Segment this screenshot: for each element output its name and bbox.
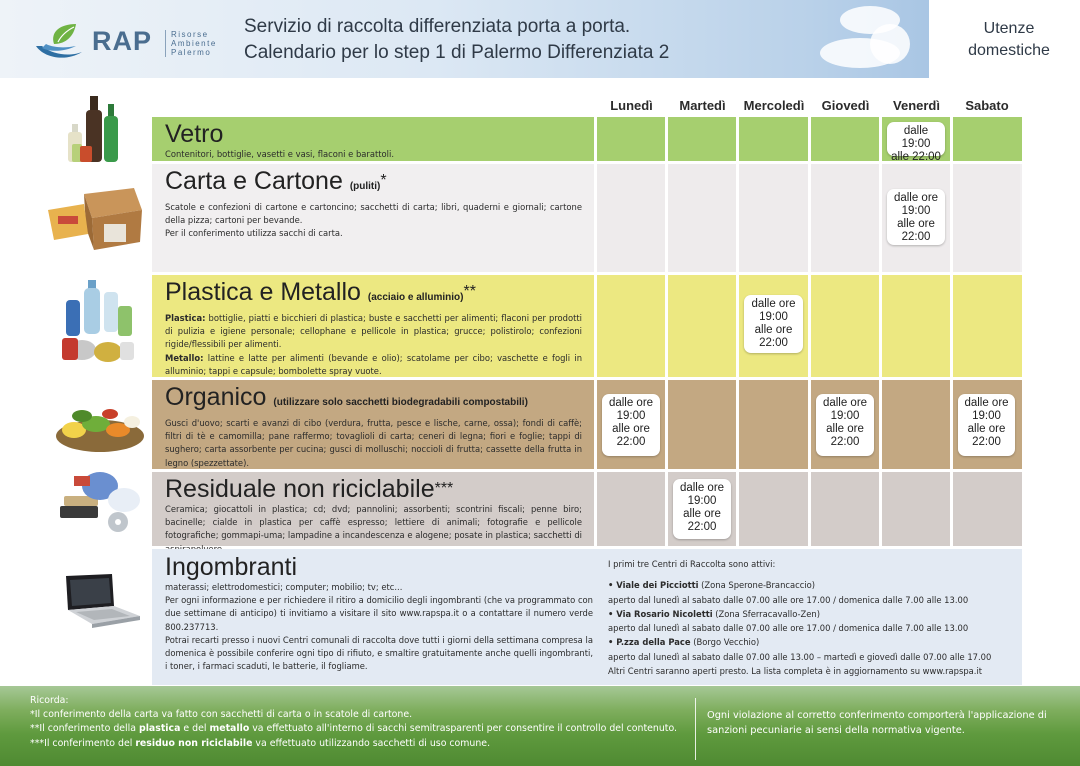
day-cell-sabato xyxy=(953,164,1020,272)
rap-logo xyxy=(32,20,222,66)
cell-separator xyxy=(879,380,882,469)
centers-intro: I primi tre Centri di Raccolta sono attivi: xyxy=(608,559,776,569)
cloud-shape xyxy=(870,24,910,64)
collection-time-badge xyxy=(887,189,945,245)
day-cell-gioved xyxy=(811,275,879,377)
day-cell-luned xyxy=(597,275,665,377)
row-description: Ceramica; giocattoli in plastica; cd; dvd; pannolini; assorbenti; scontrini fiscali; penne biro; bacinelle; cialde in plastica per caffè espresso; lettiere di animali; fotografie e pellicole fotografiche; gommapi-uma; lampadine a incandescenza e alogene; posate in plastica; sacchetti di xyxy=(165,504,582,541)
row-label xyxy=(152,472,592,546)
page-title xyxy=(244,14,669,66)
day-header-lunedi: Lunedì xyxy=(610,98,653,113)
cell-separator xyxy=(665,117,668,161)
title-line: Calendario per lo step 1 di Palermo Differenziata 2 xyxy=(244,42,670,63)
waste-row-residuale xyxy=(152,472,1022,546)
note-bold: metallo xyxy=(209,723,250,735)
time-line: dalle ore xyxy=(822,397,868,409)
time-line: dalle ore xyxy=(964,397,1009,409)
row-label xyxy=(152,164,592,272)
audience-line: domestiche xyxy=(968,42,1050,59)
cell-separator xyxy=(594,275,597,377)
cell-separator xyxy=(879,275,882,377)
row-description: Gusci d'uovo; scarti e avanzi di cibo (verdura, frutta, pesce e lische, carne, ossa); fondi di caffè; filtri di tè e camomilla; pane raffermo; tovaglioli di carta; ceneri di legna; fiori e foglie; tappi di sughero; carta assorbente per cucina; gusci di molluschi; noccioli di frutta; cassette della frutta in legno (spezzettate). xyxy=(165,418,582,468)
bulky-title: Ingombranti xyxy=(165,553,298,581)
cell-separator xyxy=(808,472,811,546)
row-title xyxy=(165,167,582,201)
day-header-mercoledi: Mercoledì xyxy=(743,98,805,113)
day-cell-marted xyxy=(668,117,736,161)
time-line: alle ore xyxy=(967,423,1006,435)
time-line: alle ore xyxy=(612,423,650,435)
cell-separator xyxy=(665,164,668,272)
audience-label xyxy=(954,18,1064,62)
desc-text: bottiglie, piatti e bicchieri di plastica; buste e sacchetti per alimenti; flaconi per prodotti di pulizia e igiene personale; cellophane e pellicole in plastica; grucce; polistirolo; confezioni rigide/flessibili per alimenti. xyxy=(165,313,582,350)
day-header-martedi: Martedì xyxy=(679,98,726,113)
cell-separator xyxy=(950,164,953,272)
note-text: **Il conferimento della xyxy=(30,723,139,735)
logo-sub-line: Ambiente xyxy=(171,39,217,48)
logo-sub-line: Risorse xyxy=(171,30,209,39)
logo-subtitle xyxy=(165,30,217,57)
day-cell-marted xyxy=(668,472,736,546)
time-line: dalle 19:00 xyxy=(901,125,931,150)
collection-time-badge xyxy=(887,122,945,163)
day-cell-gioved xyxy=(811,164,879,272)
row-description xyxy=(165,352,582,378)
time-line: alle ore xyxy=(897,218,935,230)
collection-time-badge xyxy=(673,479,731,539)
cell-separator xyxy=(736,117,739,161)
center-hours: aperto dal lunedì al sabato dalle 07.00 alle 13.00 – martedì e giovedì dalle 07.00 alle 17.00 xyxy=(608,651,992,662)
day-header-giovedi: Giovedì xyxy=(821,98,870,113)
cell-separator xyxy=(808,117,811,161)
center-item xyxy=(608,635,1016,649)
footer-divider xyxy=(695,698,696,760)
row-subtitle: (acciaio e alluminio) xyxy=(367,292,464,303)
day-cell-sabato xyxy=(953,380,1020,469)
residual-waste-icon xyxy=(54,466,146,536)
row-title-text: Organico xyxy=(165,383,267,411)
footer-heading: Ricorda: xyxy=(30,695,69,706)
bulky-paragraph: Per ogni informazione e per richiedere il ritiro a domicilio degli ingombranti (che va programmato con due settimane di anticipo) ti invitiamo a visitare il sito www.rapspa.it o a contattare il numero verde 800.237713. xyxy=(165,595,593,632)
day-cell-venerd xyxy=(882,275,950,377)
row-title xyxy=(165,120,582,148)
row-title-text: Residuale non riciclabile xyxy=(165,475,435,503)
row-subtitle: (utilizzare solo sacchetti biodegradabili compostabili) xyxy=(273,397,528,408)
cell-separator xyxy=(950,117,953,161)
center-name: • Via Rosario Nicoletti xyxy=(608,608,713,619)
row-label xyxy=(152,117,592,161)
row-label xyxy=(152,380,592,469)
bulky-waste-section xyxy=(152,549,1022,685)
cell-separator xyxy=(808,275,811,377)
time-line: 19:00 xyxy=(687,495,717,507)
waste-row-plastica xyxy=(152,275,1022,377)
cell-separator xyxy=(879,117,882,161)
page-header xyxy=(0,0,1080,78)
day-cell-venerd xyxy=(882,472,950,546)
day-cell-luned xyxy=(597,164,665,272)
day-header-sabato: Sabato xyxy=(965,98,1009,113)
cardboard-boxes-icon xyxy=(44,180,144,252)
row-description xyxy=(165,312,582,352)
center-item xyxy=(608,578,1016,592)
time-line: alle ore xyxy=(683,508,721,520)
note-text: va effettuato all'interno di sacchi semitrasparenti per consentire il controllo del contenuto. xyxy=(249,723,678,735)
cell-separator xyxy=(950,275,953,377)
row-title-text: Carta e Cartone xyxy=(165,167,343,195)
bulky-info xyxy=(165,553,593,673)
center-hours: aperto dal lunedì al sabato dalle 07.00 alle ore 17.00 / domenica dalle 7.00 alle 13.00 xyxy=(608,594,969,605)
center-zone: (Zona Sferracavallo-Zen) xyxy=(712,608,821,619)
cell-separator xyxy=(950,472,953,546)
note-text: e del xyxy=(180,723,210,735)
center-hours: aperto dal lunedì al sabato dalle 07.00 alle ore 17.00 / domenica dalle 7.00 alle 13.00 xyxy=(608,623,969,634)
cell-separator xyxy=(594,117,597,161)
plastic-bottles-icon xyxy=(58,276,138,370)
title-line: Servizio di raccolta differenziata porta a porta. xyxy=(244,16,631,37)
footer-notes xyxy=(30,694,680,751)
row-label xyxy=(152,275,592,377)
footer-note: *Il conferimento della carta va fatto con sacchetti di carta o in scatole di cartone. xyxy=(30,709,413,721)
row-subtitle: (puliti) xyxy=(349,181,381,192)
waste-row-carta xyxy=(152,164,1022,272)
day-cell-gioved xyxy=(811,117,879,161)
center-name: • Viale dei Picciotti xyxy=(608,580,699,591)
cell-separator xyxy=(665,275,668,377)
day-cell-venerd xyxy=(882,380,950,469)
time-line: dalle ore xyxy=(679,482,725,494)
center-item xyxy=(608,607,1016,621)
logo-sub-line: Palermo xyxy=(171,48,212,57)
day-cell-mercoled xyxy=(739,380,808,469)
organic-waste-icon xyxy=(52,392,148,456)
time-line: dalle ore xyxy=(751,298,796,310)
time-line: 22:00 xyxy=(972,436,1001,448)
note-bold: residuo non riciclabile xyxy=(135,737,253,749)
cell-separator xyxy=(594,380,597,469)
row-description: Scatole e confezioni di cartone e cartoncino; sacchetti di carta; libri, quaderni e giornali; cartone della pizza; cartoni per bevande. xyxy=(165,202,582,226)
bulky-paragraph: Potrai recarti presso i nuovi Centri comunali di raccolta dove tutti i giorni della settimana compresa la domenica è possibile conferire ogni tipo di rifiuto, e smaltire gratuitamente anche quelli ingombranti, i toner, i farmaci scaduti, le batterie, il fogliame. xyxy=(165,634,593,672)
cell-separator xyxy=(594,472,597,546)
leaf-hands-logo-icon xyxy=(32,22,90,62)
cell-separator xyxy=(736,380,739,469)
day-cell-mercoled xyxy=(739,275,808,377)
collection-time-badge xyxy=(816,394,874,456)
time-line: dalle ore xyxy=(608,397,654,409)
day-cell-sabato xyxy=(953,275,1020,377)
day-header-venerdi: Venerdì xyxy=(893,98,940,113)
day-cell-luned xyxy=(597,472,665,546)
row-title xyxy=(165,383,582,417)
day-cell-marted xyxy=(668,275,736,377)
time-line: 22:00 xyxy=(830,436,860,448)
cell-separator xyxy=(879,472,882,546)
row-footnote-marker: * xyxy=(380,172,387,189)
footer-warning: Ogni violazione al corretto conferimento comporterà l'applicazione di sanzioni pecuniarie ai sensi della normativa vigente. xyxy=(707,710,1047,736)
day-cell-luned xyxy=(597,380,665,469)
day-cell-sabato xyxy=(953,472,1020,546)
audience-line: Utenze xyxy=(983,20,1035,37)
time-line: 22:00 xyxy=(901,231,931,243)
time-line: 22:00 xyxy=(759,337,788,349)
collection-time-badge xyxy=(958,394,1015,456)
cell-separator xyxy=(950,380,953,469)
day-cell-venerd xyxy=(882,117,950,161)
time-line: 19:00 xyxy=(759,311,788,323)
collection-time-badge xyxy=(602,394,660,456)
day-cell-marted xyxy=(668,380,736,469)
cell-separator xyxy=(879,164,882,272)
row-title xyxy=(165,278,582,312)
waste-row-organico xyxy=(152,380,1022,469)
row-footnote-marker: ** xyxy=(463,283,476,300)
note-bold: plastica xyxy=(138,723,181,735)
time-line: 19:00 xyxy=(901,205,931,217)
time-line: 19:00 xyxy=(972,410,1001,422)
cell-separator xyxy=(736,164,739,272)
row-title xyxy=(165,475,582,503)
time-line: 22:00 xyxy=(687,521,717,533)
footer-note xyxy=(30,737,680,751)
collection-centers xyxy=(608,557,1016,678)
time-line: alle ore xyxy=(826,423,864,435)
bulky-items: materassi; elettrodomestici; computer; mobilio; tv; etc... xyxy=(165,582,403,592)
footer-note xyxy=(30,722,680,736)
cell-separator xyxy=(665,380,668,469)
cell-separator xyxy=(665,472,668,546)
desc-label: Plastica: xyxy=(165,313,206,323)
time-line: 19:00 xyxy=(616,410,646,422)
logo-wordmark: RAP xyxy=(92,26,153,56)
time-line: 19:00 xyxy=(830,410,860,422)
glass-bottles-icon xyxy=(62,94,132,166)
time-line: dalle ore xyxy=(893,192,939,204)
row-footnote-marker: *** xyxy=(434,480,454,497)
note-text: ***Il conferimento del xyxy=(30,737,136,749)
time-line: alle 22:00 xyxy=(891,151,941,163)
cell-separator xyxy=(808,380,811,469)
day-cell-gioved xyxy=(811,472,879,546)
center-zone: (Zona Sperone-Brancaccio) xyxy=(698,580,816,591)
row-title-text: Vetro xyxy=(165,120,224,148)
desc-label: Metallo: xyxy=(165,352,204,363)
laptop-icon xyxy=(56,572,142,636)
cell-separator xyxy=(736,275,739,377)
cell-separator xyxy=(594,164,597,272)
desc-text: lattine e latte per alimenti (bevande e olio); scatolame per cibo; vaschette e fogli in alluminio; tappi e capsule; bombolette spray vuote. xyxy=(165,352,582,376)
day-cell-marted xyxy=(668,164,736,272)
day-cell-mercoled xyxy=(739,164,808,272)
note-text: va effettuato utilizzando sacchetti di uso comune. xyxy=(252,737,491,749)
day-cell-sabato xyxy=(953,117,1020,161)
collection-time-badge xyxy=(744,295,803,353)
day-cell-gioved xyxy=(811,380,879,469)
row-description: Contenitori, bottiglie, vasetti e vasi, flaconi e barattoli. xyxy=(165,149,394,159)
center-zone: (Borgo Vecchio) xyxy=(690,637,760,648)
centers-outro: Altri Centri saranno aperti presto. La lista completa è in aggiornamento su www.rapspa.it xyxy=(608,666,983,677)
row-title-text: Plastica e Metallo xyxy=(165,278,361,306)
cell-separator xyxy=(736,472,739,546)
day-cell-mercoled xyxy=(739,117,808,161)
time-line: alle ore xyxy=(754,324,793,336)
day-cell-luned xyxy=(597,117,665,161)
waste-row-vetro xyxy=(152,117,1022,161)
cell-separator xyxy=(808,164,811,272)
row-description: Per il conferimento utilizza sacchi di carta. xyxy=(165,228,343,239)
center-name: • P.zza della Pace xyxy=(608,637,691,648)
day-cell-venerd xyxy=(882,164,950,272)
time-line: 22:00 xyxy=(616,436,646,448)
day-cell-mercoled xyxy=(739,472,808,546)
